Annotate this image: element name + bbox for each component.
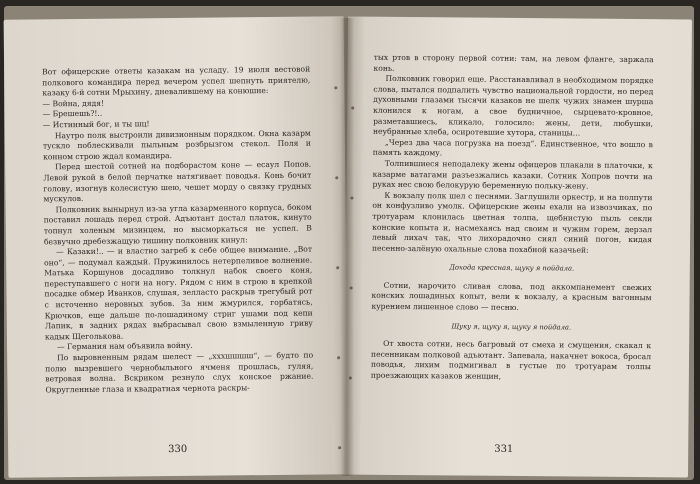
left-page-text	[42, 65, 313, 396]
right-page	[344, 17, 692, 478]
paragraph: К вокзалу полк шел с песнями. Заглушили оркестр, и на полпути он конфузливо умолк. Офицерские жены ехали на извозчиках, по тротуарам клонилась цветная толпа, щебнистую пыль секли конские копыта и, насмехаясь над своим и чужим горем, дерзал левый лихач так, что лихорадочно сиял синий погон, кидая песенно-залёную охальные слова похабной казачьей:	[371, 190, 653, 255]
paragraph: „Через два часа погрузка на поезд“. Единственное, что вошло в память каждому.	[372, 137, 653, 158]
paragraph: Толпившиеся неподалеку жены офицеров плакали в платочки, к казарме ватагами разъезжались казаки. Сотник Хопров почти на руках нес свою белокурую беременную польку-жену.	[372, 158, 653, 191]
book-gutter	[340, 18, 354, 476]
dialogue-line: — Война, дядя!	[42, 98, 105, 109]
right-page-text	[371, 53, 654, 384]
paragraph: Полковник говорил еще. Расстанавливал в необходимом порядке слова, пытался подпалить чувство национальной гордости, но перед духовными глазами тысячи казаков не шелк чужих знамен шурша клонился к ногам, а свое будничное, сырцевато-кровное, разметавшиесь, кликало, голосило: жены, дети, любушки, неубранные хлеба, осиротевшие хутора, станицы…	[372, 74, 654, 138]
dialogue-line: — Брешешь?!..	[42, 109, 103, 119]
paragraph: По выровненным рядам шелест — „хххшшшш“, — будто по полю вызревшего чернобыльного ячменя прошлась, гуляя, ветровая волна. Вскриком резнуло слух конское ржание. Округленные глаза и квадратная чернота раскры-	[45, 350, 314, 395]
left-page	[4, 16, 349, 478]
paragraph: тых ртов в сторону первой сотни: там, на левом фланге, заржала конь.	[373, 52, 654, 73]
song-verse: Дохода крессная, щуку я пойдала.	[449, 263, 575, 273]
page-number-right: 331	[494, 444, 514, 456]
paragraph: От хвоста сотни, несь багровый от смеха и смущения, скакал к песенникам полковой адъютант. Запевала, накачнет вокоса, бросал поводья, лихим подмигивал в густые по тротуарам толпы проезжающих казаков женщин,	[370, 339, 652, 381]
open-book	[4, 6, 694, 480]
paragraph: Полковник вынырнул из-за угла казарменного корпуса, боком поставил лошадь перед строй. Адъютант достал платок, кинуто топнул холеным мизинцем, но высморкаться не успел. В безвучно дребезжащую тишину полковник кинул:	[43, 202, 312, 246]
page-number-left: 330	[168, 444, 188, 456]
paragraph: Вот офицерские ответы казакам на усладу. 19 июля вестовой полкового командира перед вечером успел шепнуть приятелю, казаку 6-й сотни Мрыхину, дневалившему на конюшне:	[42, 64, 311, 98]
paragraph: — Казаки!.. — и властно загреб к себе общее внимание. „Вот оно“, — подумал каждый. Пружинилось нетерпеливое волнение. Матька Коршунов досадливо толкнул набок своего коня, переступавшего с ноги на ногу. Рядом с ним в строю в крепкой посадке обмер Иванков, слушая, зелласто раскрыв трегубый рот с источенно неровных зубов. За ним жмурился, горбатясь, Крючков, еще дальше по-лошадиному стриг ушами под кепи Лапик, в задних рядах выбрасывал свою взмыленную гриву кадык Щеголькова.	[44, 244, 313, 342]
dialogue-line: — Истинный бог, и ты шц!	[42, 119, 150, 130]
dialogue-line: — Германия нам объявила войну.	[56, 341, 193, 352]
binding-holes-left	[4, 16, 344, 20]
song-verse: Щуку я, щуку я, щуку я пойдала.	[451, 322, 572, 332]
paragraph: Наутро полк выстроили дивизионным порядком. Окна казарм тускло поблескивали пыльным розбрызгом стекол. Поля и конном строю ждал командира.	[42, 128, 311, 162]
paragraph: Сотни, нарочито сливая слова, под аккомпанемент свежих конских лошадиных копыт, вели к вокзалу, а красным вагонным курением лишенное слово — песню.	[371, 280, 652, 313]
paragraph: Перед шестой сотней на подборастом коне — есаул Попов. Левой рукой в белой перчатке натягивает поводья. Конь бочит голову, изогнув колесистую шею, чешет морду о связку грудных мускулов.	[43, 159, 312, 204]
binding-holes-right	[348, 17, 692, 20]
